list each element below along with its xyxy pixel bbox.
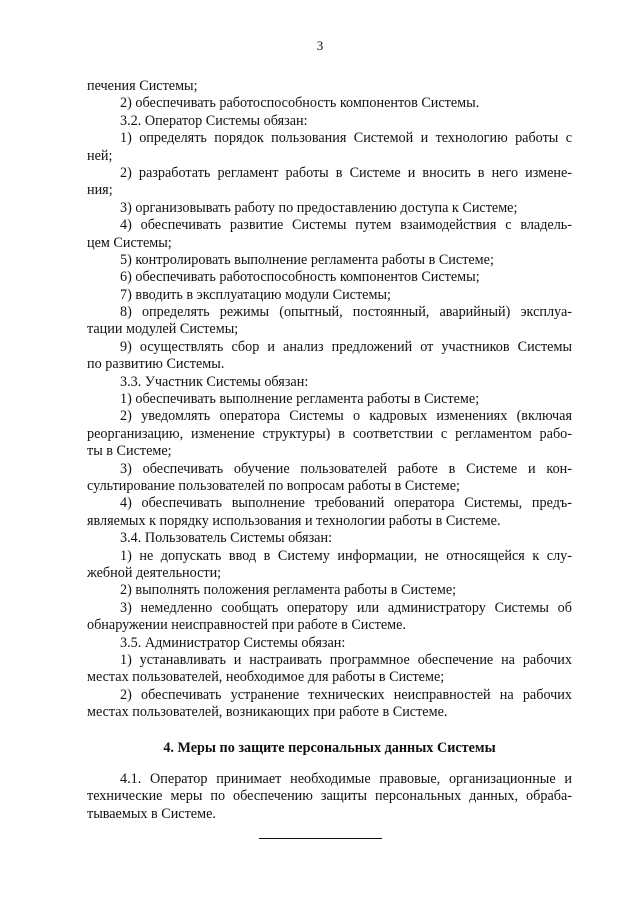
- clause-heading: 3.2. Оператор Системы обязан:: [120, 112, 308, 129]
- text-line: обнаружении неисправностей при работе в Системе.: [87, 617, 406, 634]
- document-body: [87, 78, 572, 823]
- clause-heading: 3.3. Участник Системы обязан:: [120, 373, 309, 390]
- section-heading: 4. Меры по защите персональных данных Системы: [163, 740, 496, 757]
- text-line: сультирование пользователей по вопросам работы в Системе;: [87, 477, 460, 494]
- text-line: цем Системы;: [87, 234, 172, 251]
- text-line: печения Системы;: [87, 78, 198, 94]
- list-item: 2) обеспечивать работоспособность компонентов Системы.: [120, 95, 480, 112]
- list-item: 4) обеспечивать развитие Системы путем взаимодействия с владель-: [120, 217, 572, 234]
- clause-heading: 3.4. Пользователь Системы обязан:: [120, 530, 333, 547]
- list-item: 3) немедленно сообщать оператору или администратору Системы об: [120, 599, 572, 616]
- list-item: 2) выполнять положения регламента работы в Системе;: [120, 582, 457, 599]
- text-line: тации модулей Системы;: [87, 321, 239, 338]
- text-line: местах пользователей, возникающих при работе в Системе.: [87, 704, 448, 721]
- page-number: 3: [316, 38, 324, 53]
- end-separator-line: [259, 838, 382, 839]
- list-item: 6) обеспечивать работоспособность компонентов Системы;: [120, 269, 480, 286]
- list-item: 2) обеспечивать устранение технических неисправностей на рабочих: [120, 686, 572, 703]
- list-item: 1) обеспечивать выполнение регламента работы в Системе;: [120, 391, 480, 408]
- list-item: 9) осуществлять сбор и анализ предложений от участников Системы: [120, 338, 572, 355]
- list-item: 5) контролировать выполнение регламента работы в Системе;: [120, 251, 494, 268]
- text-line: ты в Системе;: [87, 443, 172, 460]
- list-item: 3) обеспечивать обучение пользователей работе в Системе и кон-: [120, 460, 572, 477]
- text-line: реорганизацию, изменение структуры) в соответствии с регламентом рабо-: [87, 425, 572, 442]
- list-item: 1) определять порядок пользования Системой и технологию работы с: [120, 130, 572, 147]
- text-line: местах пользователей, необходимое для работы в Системе;: [87, 669, 445, 686]
- text-line: по развитию Системы.: [87, 356, 225, 373]
- list-item: 4) обеспечивать выполнение требований оператора Системы, предъ-: [120, 495, 572, 512]
- text-line: ния;: [87, 182, 113, 199]
- clause-heading: 3.5. Администратор Системы обязан:: [120, 634, 346, 651]
- list-item: 2) разработать регламент работы в Системе и вносить в него измене-: [120, 164, 572, 181]
- text-line: являемых к порядку использования и технологии работы в Системе.: [87, 512, 501, 529]
- list-item: 1) устанавливать и настраивать программное обеспечение на рабочих: [120, 651, 572, 668]
- paragraph-line: 4.1. Оператор принимает необходимые правовые, организационные и: [120, 770, 572, 787]
- list-item: 3) организовывать работу по предоставлению доступа к Системе;: [120, 199, 518, 216]
- text-line: ней;: [87, 147, 113, 164]
- list-item: 1) не допускать ввод в Систему информации, не относящейся к слу-: [120, 547, 572, 564]
- text-line: жебной деятельности;: [87, 564, 222, 581]
- list-item: 8) определять режимы (опытный, постоянный, аварийный) эксплуа-: [120, 304, 572, 321]
- list-item: 7) вводить в эксплуатацию модули Системы;: [120, 286, 391, 303]
- list-item: 2) уведомлять оператора Системы о кадровых изменениях (включая: [120, 408, 572, 425]
- paragraph-line: тываемых в Системе.: [87, 805, 216, 822]
- paragraph-line: технические меры по обеспечению защиты персональных данных, обраба-: [87, 788, 572, 805]
